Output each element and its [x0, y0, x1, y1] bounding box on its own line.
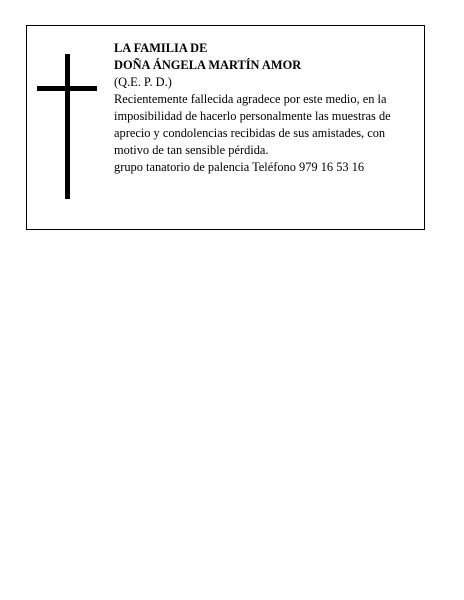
heading-family: LA FAMILIA DE — [114, 41, 208, 55]
notice-text — [114, 40, 420, 176]
qepd-text: (Q.E. P. D.) — [114, 75, 172, 89]
gratitude-message: Recientemente fallecida agradece por este medio, en la imposibilidad de hacerlo personalmente las muestras de aprecio y condolencias recibidas de sus amistades, con motivo de tan sensible pérdida. — [114, 92, 391, 157]
cross-icon — [37, 54, 97, 199]
funeral-home-contact: grupo tanatorio de palencia Teléfono 979 16 53 16 — [114, 160, 365, 174]
cross-horizontal-bar — [37, 86, 97, 91]
cross-vertical-bar — [65, 54, 70, 199]
obituary-notice — [26, 25, 425, 230]
heading-deceased-name: DOÑA ÁNGELA MARTÍN AMOR — [114, 58, 302, 72]
